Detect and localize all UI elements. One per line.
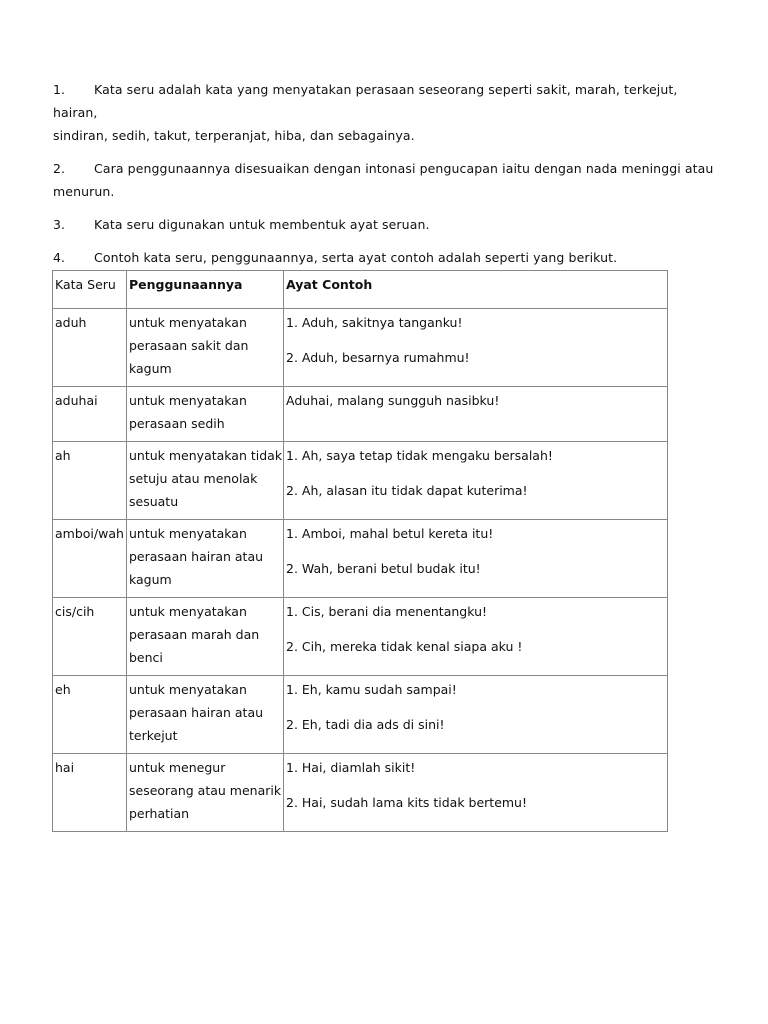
example-sentence: Aduhai, malang sungguh nasibku! [286, 393, 500, 408]
usage-line: perasaan sedih [129, 416, 225, 431]
example-sentence: 2. Wah, berani betul budak itu! [286, 561, 481, 576]
cell-penggunaannya [127, 520, 284, 598]
cell-kata-seru: cis/cih [53, 598, 127, 676]
cell-ayat-contoh [284, 387, 668, 442]
point-1 [53, 78, 723, 147]
point-text: menurun. [53, 184, 115, 199]
cell-penggunaannya [127, 387, 284, 442]
point-2 [53, 157, 723, 203]
usage-line: untuk menyatakan tidak [129, 448, 283, 463]
header-kata-seru: Kata Seru [53, 271, 127, 309]
point-text: Kata seru digunakan untuk membentuk ayat seruan. [94, 217, 430, 232]
example-sentence: 2. Eh, tadi dia ads di sini! [286, 717, 445, 732]
example-sentence: 2. Hai, sudah lama kits tidak bertemu! [286, 795, 527, 810]
cell-penggunaannya [127, 309, 284, 387]
example-sentence: 1. Cis, berani dia menentangku! [286, 604, 488, 619]
point-number: 4. [53, 250, 66, 265]
cell-penggunaannya [127, 676, 284, 754]
cell-kata-seru: aduhai [53, 387, 127, 442]
usage-line: perasaan marah dan [129, 627, 260, 642]
header-ayat-contoh: Ayat Contoh [284, 271, 668, 309]
cell-penggunaannya [127, 442, 284, 520]
usage-line: untuk menyatakan [129, 393, 247, 408]
header-penggunaannya: Penggunaannya [127, 271, 284, 309]
cell-ayat-contoh [284, 309, 668, 387]
table-body [53, 309, 668, 832]
table-row [53, 387, 668, 442]
cell-ayat-contoh [284, 520, 668, 598]
document-body [53, 78, 723, 279]
usage-line: untuk menyatakan [129, 315, 247, 330]
table-row [53, 520, 668, 598]
point-text: sindiran, sedih, takut, terperanjat, hiba, dan sebagainya. [53, 128, 415, 143]
usage-line: seseorang atau menarik [129, 783, 282, 798]
cell-ayat-contoh [284, 754, 668, 832]
point-number: 1. [53, 82, 66, 97]
usage-line: kagum [129, 361, 172, 376]
cell-kata-seru: aduh [53, 309, 127, 387]
point-text: Cara penggunaannya disesuaikan dengan intonasi pengucapan iaitu dengan nada meninggi atau [94, 161, 714, 176]
usage-line: terkejut [129, 728, 178, 743]
usage-line: untuk menyatakan [129, 526, 247, 541]
usage-line: sesuatu [129, 494, 179, 509]
usage-line: kagum [129, 572, 172, 587]
table-row [53, 676, 668, 754]
cell-ayat-contoh [284, 676, 668, 754]
point-4 [53, 246, 723, 269]
usage-line: untuk menyatakan [129, 604, 247, 619]
example-sentence: 1. Amboi, mahal betul kereta itu! [286, 526, 494, 541]
cell-kata-seru: ah [53, 442, 127, 520]
point-text: Contoh kata seru, penggunaannya, serta ayat contoh adalah seperti yang berikut. [94, 250, 618, 265]
cell-penggunaannya [127, 754, 284, 832]
usage-line: perasaan hairan atau [129, 705, 264, 720]
usage-line: benci [129, 650, 163, 665]
table-header-row [53, 271, 668, 309]
usage-line: perasaan sakit dan [129, 338, 249, 353]
table-row [53, 598, 668, 676]
table-row [53, 442, 668, 520]
usage-line: perhatian [129, 806, 190, 821]
point-number: 3. [53, 217, 66, 232]
kata-seru-table [52, 270, 668, 832]
cell-kata-seru: hai [53, 754, 127, 832]
example-sentence: 2. Ah, alasan itu tidak dapat kuterima! [286, 483, 528, 498]
cell-ayat-contoh [284, 598, 668, 676]
usage-line: perasaan hairan atau [129, 549, 264, 564]
cell-kata-seru: amboi/wah [53, 520, 127, 598]
usage-line: untuk menyatakan [129, 682, 247, 697]
point-number: 2. [53, 161, 66, 176]
cell-penggunaannya [127, 598, 284, 676]
example-sentence: 1. Ah, saya tetap tidak mengaku bersalah! [286, 448, 553, 463]
example-sentence: 1. Eh, kamu sudah sampai! [286, 682, 457, 697]
usage-line: untuk menegur [129, 760, 226, 775]
example-sentence: 1. Aduh, sakitnya tanganku! [286, 315, 463, 330]
example-sentence: 1. Hai, diamlah sikit! [286, 760, 416, 775]
example-sentence: 2. Aduh, besarnya rumahmu! [286, 350, 470, 365]
usage-line: setuju atau menolak [129, 471, 258, 486]
table-row [53, 754, 668, 832]
point-3 [53, 213, 723, 236]
table-row [53, 309, 668, 387]
example-sentence: 2. Cih, mereka tidak kenal siapa aku ! [286, 639, 523, 654]
cell-ayat-contoh [284, 442, 668, 520]
cell-kata-seru: eh [53, 676, 127, 754]
point-text: Kata seru adalah kata yang menyatakan perasaan seseorang seperti sakit, marah, terkejut, hairan, [53, 82, 678, 120]
